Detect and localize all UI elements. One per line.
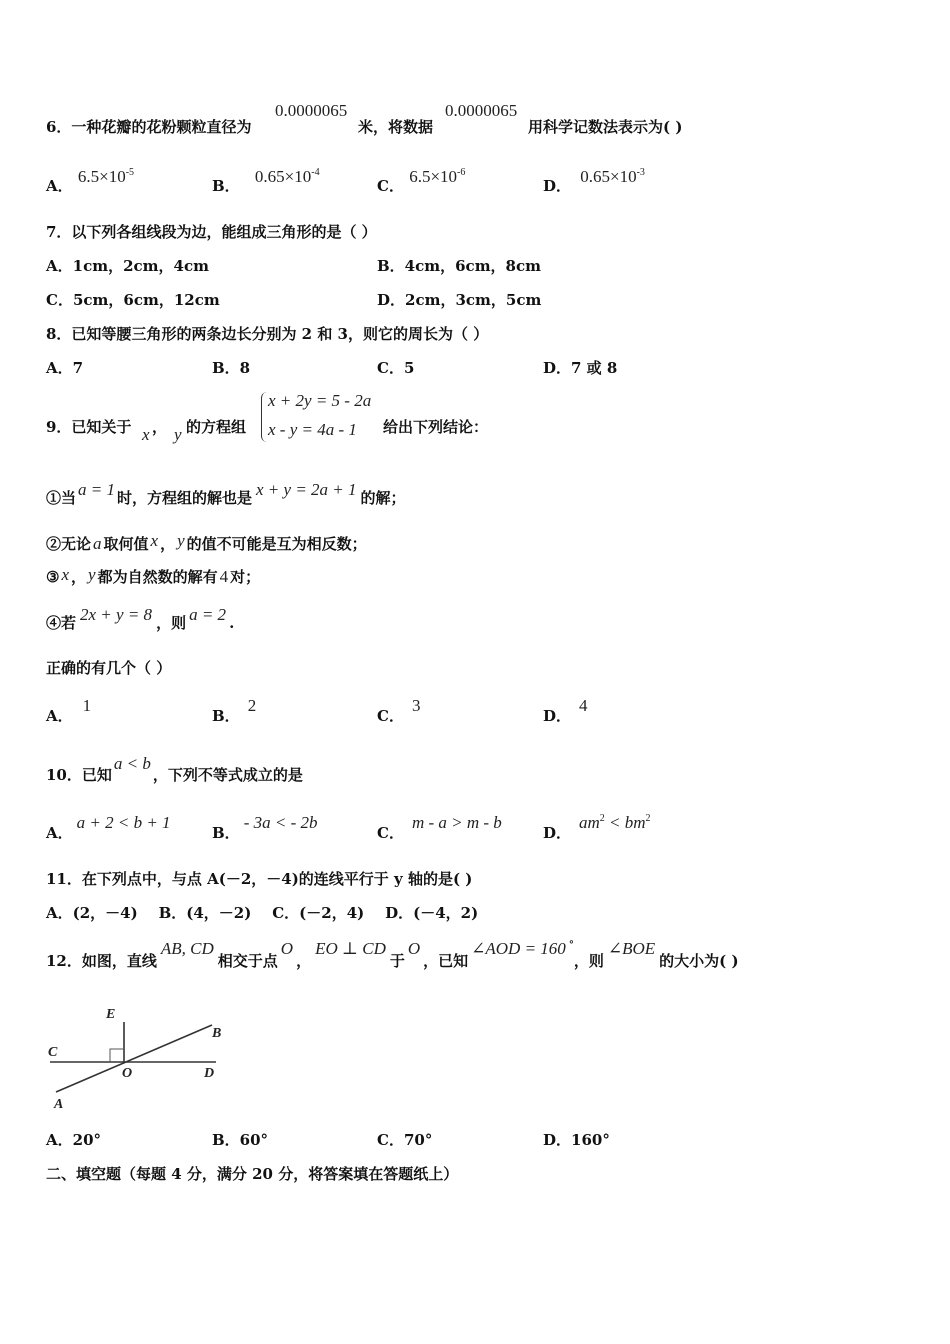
q9-option-b[interactable]	[212, 696, 257, 726]
q12-option-d[interactable]: D．160°	[543, 1131, 610, 1149]
q8-stem: 8．已知等腰三角形的两条边长分别为 2 和 3，则它的周长为（ ）	[46, 325, 489, 343]
label-a: A	[54, 1097, 64, 1112]
q9-conclusion-3: ③ x ， y 都为自然数的解有 4 对；	[46, 565, 261, 586]
q10-option-b[interactable]	[212, 813, 318, 843]
q9-option-d[interactable]	[543, 696, 588, 726]
q12-option-a[interactable]: A．20°	[46, 1131, 102, 1149]
q7-option-a[interactable]: A．1cm，2cm，4cm	[46, 257, 209, 275]
q9-stem-a: 9．已知关于	[46, 418, 132, 436]
option-label: C．	[377, 824, 404, 842]
label-c: C	[48, 1045, 58, 1060]
q9-conclusion-2: ②无论 a 取何值 x ， y 的值不可能是互为相反数；	[46, 531, 367, 553]
q11-options[interactable]: A．(2，－4) B．(4，－2) C．(－2，4) D．(－4，2)	[46, 904, 479, 922]
q6-option-d[interactable]	[543, 167, 645, 196]
q12-option-b[interactable]: B．60°	[212, 1131, 269, 1149]
q11-stem: 11．在下列点中，与点 A(－2，－4)的连线平行于 y 轴的是( )	[46, 870, 473, 888]
q12-option-c[interactable]: C．70°	[377, 1131, 433, 1149]
q9-option-c[interactable]	[377, 696, 421, 726]
option-value: 2	[247, 696, 257, 715]
option-label: A．	[46, 177, 73, 195]
option-value: 3	[411, 696, 421, 715]
q6-stem-c: 用科学记数法表示为( )	[528, 118, 683, 136]
q9-ask: 正确的有几个（ ）	[46, 659, 172, 677]
q7-option-b[interactable]: B．4cm，6cm，8cm	[377, 257, 542, 275]
q10-stem: 10．已知a < b，下列不等式成立的是	[46, 754, 303, 784]
option-label: B．	[212, 707, 240, 725]
q9-option-a[interactable]	[46, 696, 92, 726]
q6-stem-b: 米，将数据	[358, 118, 434, 136]
option-value: 4	[579, 696, 588, 715]
option-label: B．	[212, 824, 240, 842]
q9-equation-2: x - y = 4a - 1	[268, 420, 357, 439]
q9-var-x: x	[142, 425, 150, 444]
option-expr: - 3a < - 2b	[243, 813, 318, 832]
q6-option-b[interactable]	[212, 167, 320, 196]
option-label: D．	[543, 177, 572, 195]
option-label: A．	[46, 824, 73, 842]
q12-stem: 12．如图，直线AB, CD相交于点O，EO ⊥ CD于O，已知∠AOD = 160 °，则∠BOE的大小为( )	[46, 939, 739, 970]
option-label: C．	[377, 707, 404, 725]
q9-equation-1: x + 2y = 5 - 2a	[268, 391, 372, 410]
q10-option-c[interactable]	[377, 813, 502, 843]
option-label: B．	[212, 177, 240, 195]
q10-option-d[interactable]	[543, 813, 651, 843]
option-expr: a + 2 < b + 1	[76, 813, 171, 832]
system-brace	[261, 392, 267, 442]
q6-option-c[interactable]	[377, 167, 466, 196]
q9-var-y: y	[174, 425, 182, 444]
section-2-heading: 二、填空题（每题 4 分，满分 20 分，将答案填在答题纸上）	[46, 1165, 459, 1183]
option-label: C．	[377, 177, 404, 195]
label-d: D	[204, 1066, 215, 1081]
option-label: D．	[543, 707, 572, 725]
q6-option-a[interactable]	[46, 167, 135, 196]
option-value: 1	[82, 696, 92, 715]
option-value: $6.5\times 10^{-6}$	[409, 167, 466, 186]
option-value: $6.5\times 10^{-5}$	[77, 167, 135, 186]
right-angle-mark	[110, 1049, 124, 1062]
q9-stem-c: 给出下列结论：	[383, 418, 489, 436]
q9-sep: ，	[152, 418, 168, 436]
option-label: A．	[46, 707, 73, 725]
option-value: $0.65\times 10^{-4}$	[254, 167, 320, 186]
q8-option-b[interactable]: B．8	[212, 359, 251, 377]
q6-stem-a: 6．一种花瓣的花粉颗粒直径为	[46, 118, 252, 136]
q7-option-d[interactable]: D．2cm，3cm，5cm	[377, 291, 542, 309]
q8-option-c[interactable]: C．5	[377, 359, 415, 377]
q12-figure	[44, 1000, 234, 1115]
option-expr: $am^2 < bm^2$	[579, 813, 651, 832]
q7-option-c[interactable]: C．5cm，6cm，12cm	[46, 291, 220, 309]
q9-stem-b: 的方程组	[186, 418, 247, 436]
option-expr: m - a > m - b	[411, 813, 502, 832]
q8-option-a[interactable]: A．7	[46, 359, 84, 377]
q8-option-d[interactable]: D．7 或 8	[543, 359, 618, 377]
option-value: $0.65\times 10^{-3}$	[580, 167, 645, 186]
label-e: E	[106, 1007, 116, 1022]
label-b: B	[212, 1026, 222, 1041]
q9-conclusion-4: ④若 2x + y = 8 ，则 a = 2 .	[46, 605, 235, 632]
q6-number-2: 0.0000065	[445, 101, 518, 120]
option-label: D．	[543, 824, 572, 842]
q7-stem: 7．以下列各组线段为边，能组成三角形的是（ ）	[46, 223, 377, 241]
q10-option-a[interactable]	[46, 813, 171, 843]
q6-number-1: 0.0000065	[275, 101, 348, 120]
label-o: O	[122, 1066, 133, 1081]
q9-conclusion-1: ①当 a = 1 时，方程组的解也是 x + y = 2a + 1 的解；	[46, 480, 406, 507]
line-ab	[56, 1025, 215, 1092]
